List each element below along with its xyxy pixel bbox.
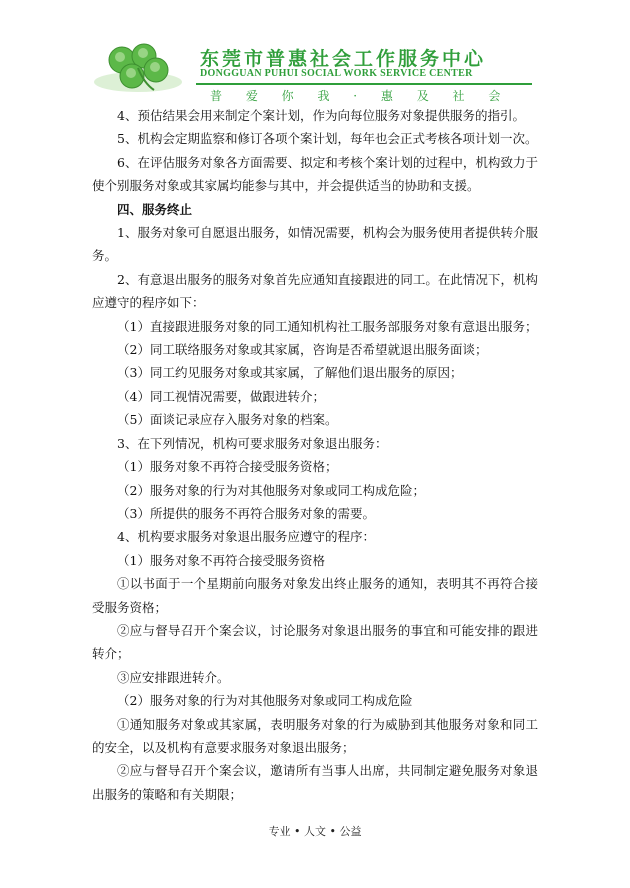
list-item: ①以书面于一个星期前向服务对象发出终止服务的通知，表明其不再符合接受服务资格； [92, 576, 538, 615]
paragraph: 1、服务对象可自愿退出服务，如情况需要，机构会为服务使用者提供转介服务。 [92, 225, 538, 264]
list-item: （1）服务对象不再符合接受服务资格； [117, 459, 338, 475]
paragraph: 5、机构会定期监察和修订各项个案计划，每年也会正式考核各项计划一次。 [117, 131, 538, 147]
letterhead [92, 40, 538, 103]
list-item: ②应与督导召开个案会议，讨论服务对象退出服务的事宜和可能安排的跟进转介； [92, 622, 538, 662]
list-item: ②应与督导召开个案会议，邀请所有当事人出席，共同制定避免服务对象退出服务的策略和有关期限； [92, 763, 538, 802]
list-item: （2）服务对象的行为对其他服务对象或同工构成危险； [117, 482, 425, 498]
list-item: ③应安排跟进转介。 [117, 669, 230, 685]
list-item: （3）所提供的服务不再符合服务对象的需要。 [117, 505, 375, 521]
org-slogan: 普 爱 你 我 · 惠 及 社 会 [210, 89, 511, 103]
org-name-cn: 东莞市普惠社会工作服务中心 [200, 48, 487, 70]
list-item: （4）同工视情况需要，做跟进转介； [117, 388, 325, 404]
list-item: （1）服务对象不再符合接受服务资格 [117, 552, 325, 568]
clover-logo-icon [92, 40, 184, 96]
paragraph: 2、有意退出服务的服务对象首先应通知直接跟进的同工。在此情况下，机构应遵守的程序如下： [92, 271, 538, 311]
paragraph: 4、机构要求服务对象退出服务应遵守的程序： [117, 529, 375, 545]
page-footer: 专业 • 人文 • 公益 [268, 825, 362, 838]
paragraph: 4、预估结果会用来制定个案计划，作为向每位服务对象提供服务的指引。 [117, 108, 525, 123]
paragraph: 6、在评估服务对象各方面需要、拟定和考核个案计划的过程中，机构致力于使个别服务对象或其家属均能参与其中，并会提供适当的协助和支援。 [92, 154, 538, 194]
list-item: （1）直接跟进服务对象的同工通知机构社工服务部服务对象有意退出服务； [117, 318, 538, 334]
paragraph: 3、在下列情况，机构可要求服务对象退出服务： [117, 435, 388, 451]
document-body [92, 104, 538, 806]
list-item: （2）服务对象的行为对其他服务对象或同工构成危险 [117, 693, 413, 709]
list-item: （3）同工约见服务对象或其家属，了解他们退出服务的原因； [117, 365, 463, 381]
list-item: ①通知服务对象或其家属，表明服务对象的行为威胁到其他服务对象和同工的安全，以及机构有意要求服务对象退出服务； [92, 716, 538, 755]
section-heading: 四、服务终止 [117, 201, 193, 217]
list-item: （5）面谈记录应存入服务对象的档案。 [117, 412, 338, 428]
header-divider [196, 83, 532, 85]
list-item: （2）同工联络服务对象或其家属，咨询是否希望就退出服务面谈； [117, 342, 488, 358]
org-name-en: DONGGUAN PUHUI SOCIAL WORK SERVICE CENTER [200, 68, 473, 79]
